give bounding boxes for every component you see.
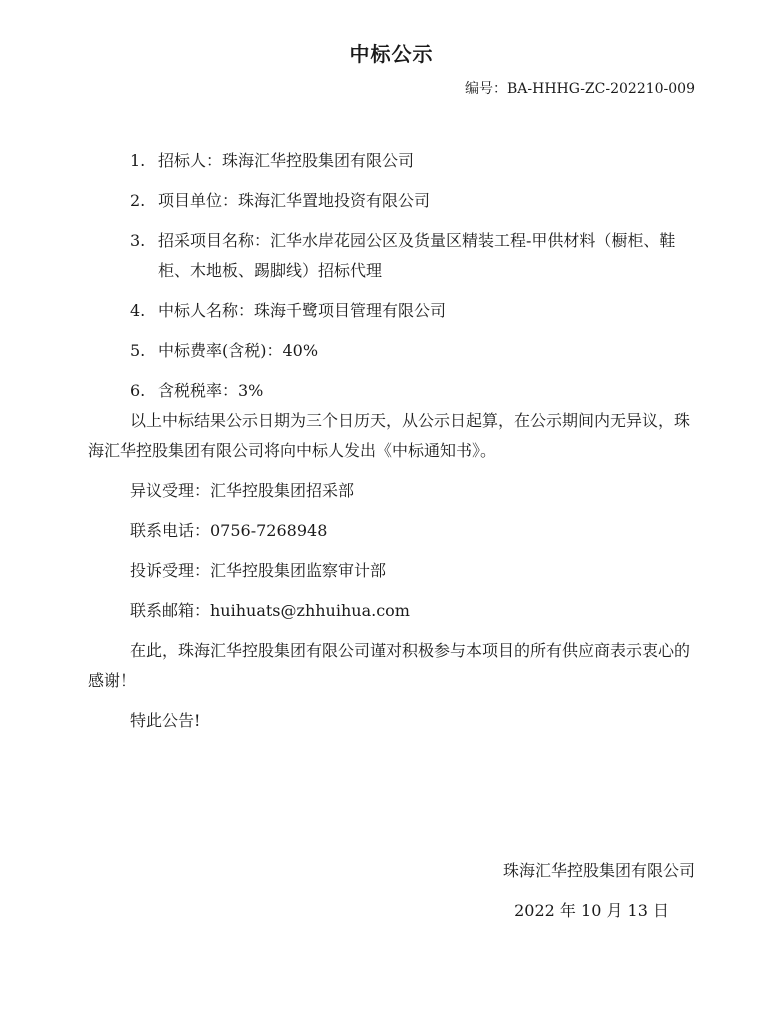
list-item-number: 2. <box>130 191 146 210</box>
list-item-text: 中标人名称：珠海千鹭项目管理有限公司 <box>158 301 447 320</box>
complaint-contact: 投诉受理：汇华控股集团监察审计部 <box>130 561 387 580</box>
list-item <box>88 376 698 406</box>
list-item-number: 5. <box>130 341 146 360</box>
notice-paragraph: 以上中标结果公示日期为三个日历天，从公示日起算，在公示期间内无异议，珠海汇华控股集团有限公司将向中标人发出《中标通知书》。 <box>88 411 691 460</box>
objection-contact: 异议受理：汇华控股集团招采部 <box>130 481 355 500</box>
email-contact: 联系邮箱：huihuats@zhhuihua.com <box>130 601 410 620</box>
list-item <box>88 226 698 286</box>
page-title: 中标公示 <box>349 42 434 66</box>
list-item <box>88 146 698 176</box>
list-item-text: 中标费率(含税)：40% <box>158 341 319 360</box>
signature-organization: 珠海汇华控股集团有限公司 <box>502 861 695 880</box>
list-item-text: 招标人：珠海汇华控股集团有限公司 <box>158 151 415 170</box>
signature-date: 2022 年 10 月 13 日 <box>514 901 669 920</box>
document-body <box>88 146 698 746</box>
phone-contact: 联系电话：0756-7268948 <box>130 521 328 540</box>
list-item-number: 1. <box>130 151 146 170</box>
list-item-text: 项目单位：珠海汇华置地投资有限公司 <box>158 191 431 210</box>
list-item <box>88 296 698 326</box>
thanks-paragraph: 在此，珠海汇华控股集团有限公司谨对积极参与本项目的所有供应商表示衷心的感谢！ <box>88 641 691 690</box>
list-item-number: 6. <box>130 381 146 400</box>
list-item <box>88 336 698 366</box>
reference-number: 编号：BA-HHHG-ZC-202210-009 <box>465 81 695 97</box>
list-item <box>88 186 698 216</box>
closing-statement: 特此公告! <box>130 711 201 730</box>
list-item-number: 4. <box>130 301 146 320</box>
list-item-text: 含税税率：3% <box>158 381 264 400</box>
list-item-text: 招采项目名称：汇华水岸花园公区及货量区精装工程-甲供材料（橱柜、鞋柜、木地板、踢脚线）招标代理 <box>158 231 676 280</box>
list-item-number: 3. <box>130 231 146 250</box>
